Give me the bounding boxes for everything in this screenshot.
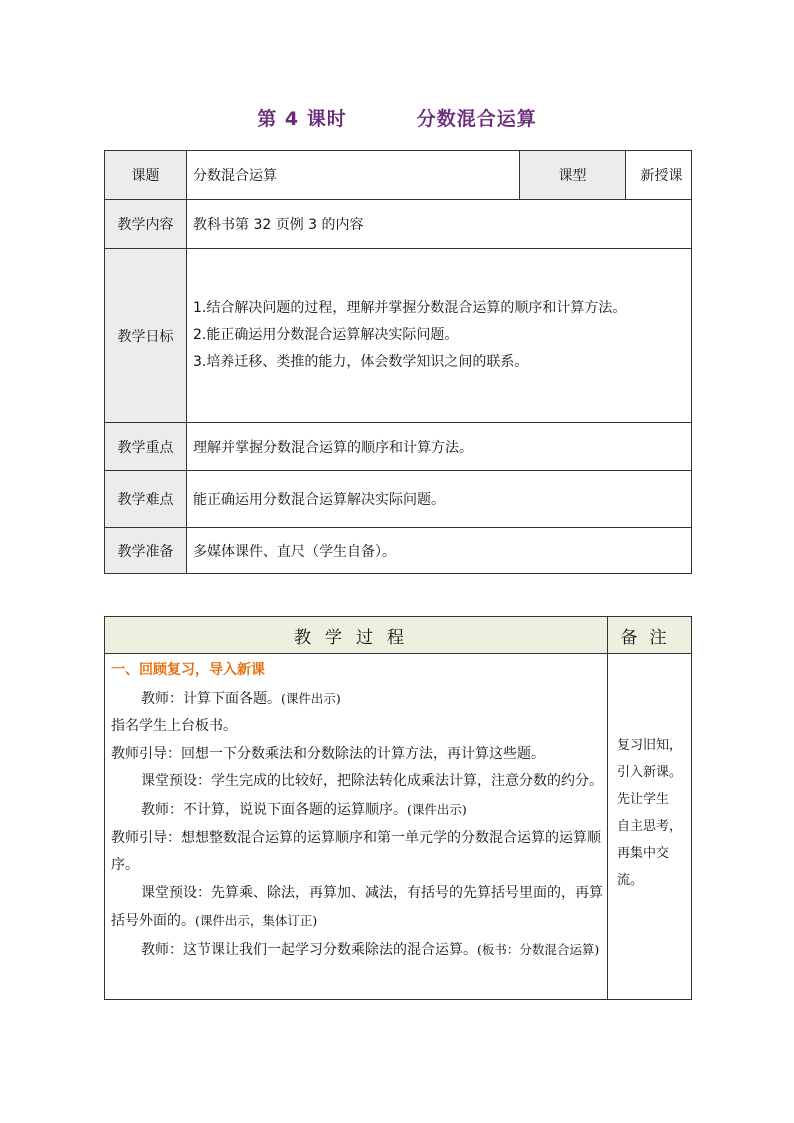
process-line: 指名学生上台板书。 [111,718,237,735]
goals-label: 教学日标 [105,249,187,423]
topic-label: 课题 [105,151,187,200]
goal-item: 3.培养迁移、类推的能力，体会数学知识之间的联系。 [193,354,529,370]
row-content [105,200,692,249]
key-label: 教学重点 [105,423,187,471]
process-line: 课堂预设：学生完成的比较好，把除法转化成乘法计算，注意分数的约分。 [141,773,603,790]
note-line: 流。 [617,873,644,888]
row-topic [105,151,692,200]
process-line: 教师引导：回想一下分数乘法和分数除法的计算方法，再计算这些题。 [111,745,545,762]
process-header-note: 备注 [608,617,692,654]
lesson-topic: 分数混合运算 [416,108,537,130]
content-value: 教科书第 32 页例 3 的内容 [187,200,692,249]
lesson-info-table [104,150,692,574]
prep-value: 多媒体课件、直尺（学生自备）。 [187,528,692,574]
row-prep [105,528,692,574]
row-key [105,423,692,471]
type-label: 课型 [520,151,626,200]
process-line: 教师引导：想想整数混合运算的运算顺序和第一单元学的分数混合运算的运算顺序。 [111,829,601,874]
process-line: 课堂预设：先算乘、除法，再算加、减法，有括号的先算括号里面的，再算括号外面的。(课件出示，集体订正) [111,884,603,930]
topic-value: 分数混合运算 [187,151,520,200]
process-notes [608,654,692,1000]
process-header [105,617,692,654]
row-goals [105,249,692,423]
process-line: 教师：计算下面各题。(课件出示) [141,690,341,707]
note-line: 复习旧知， [617,738,683,753]
goal-item: 2.能正确运用分数混合运算解决实际问题。 [193,327,459,343]
goals-list [187,249,692,423]
note-line: 自主思考， [617,819,683,834]
process-line: 教师：不计算，说说下面各题的运算顺序。(课件出示) [141,801,467,818]
goal-item: 1.结合解决问题的过程，理解并掌握分数混合运算的顺序和计算方法。 [193,300,627,316]
row-difficulty [105,471,692,528]
key-value: 理解并掌握分数混合运算的顺序和计算方法。 [187,423,692,471]
process-line: 教师：这节课让我们一起学习分数乘除法的混合运算。(板书：分数混合运算) [141,941,600,958]
section-heading: 一、回顾复习，导入新课 [111,662,265,678]
process-content [105,654,608,1000]
type-value: 新授课 [626,151,692,200]
content-label: 教学内容 [105,200,187,249]
difficulty-value: 能正确运用分数混合运算解决实际问题。 [187,471,692,528]
page-title [0,104,794,131]
process-body [105,654,692,1000]
note-line: 先让学生 [617,792,670,807]
note-line: 引入新课。 [617,765,683,780]
lesson-number: 第 4 课时 [257,108,347,130]
difficulty-label: 教学难点 [105,471,187,528]
teaching-process-table [104,616,692,1000]
process-header-main: 教学过程 [105,617,608,654]
note-line: 再集中交 [617,846,670,861]
prep-label: 教学准备 [105,528,187,574]
